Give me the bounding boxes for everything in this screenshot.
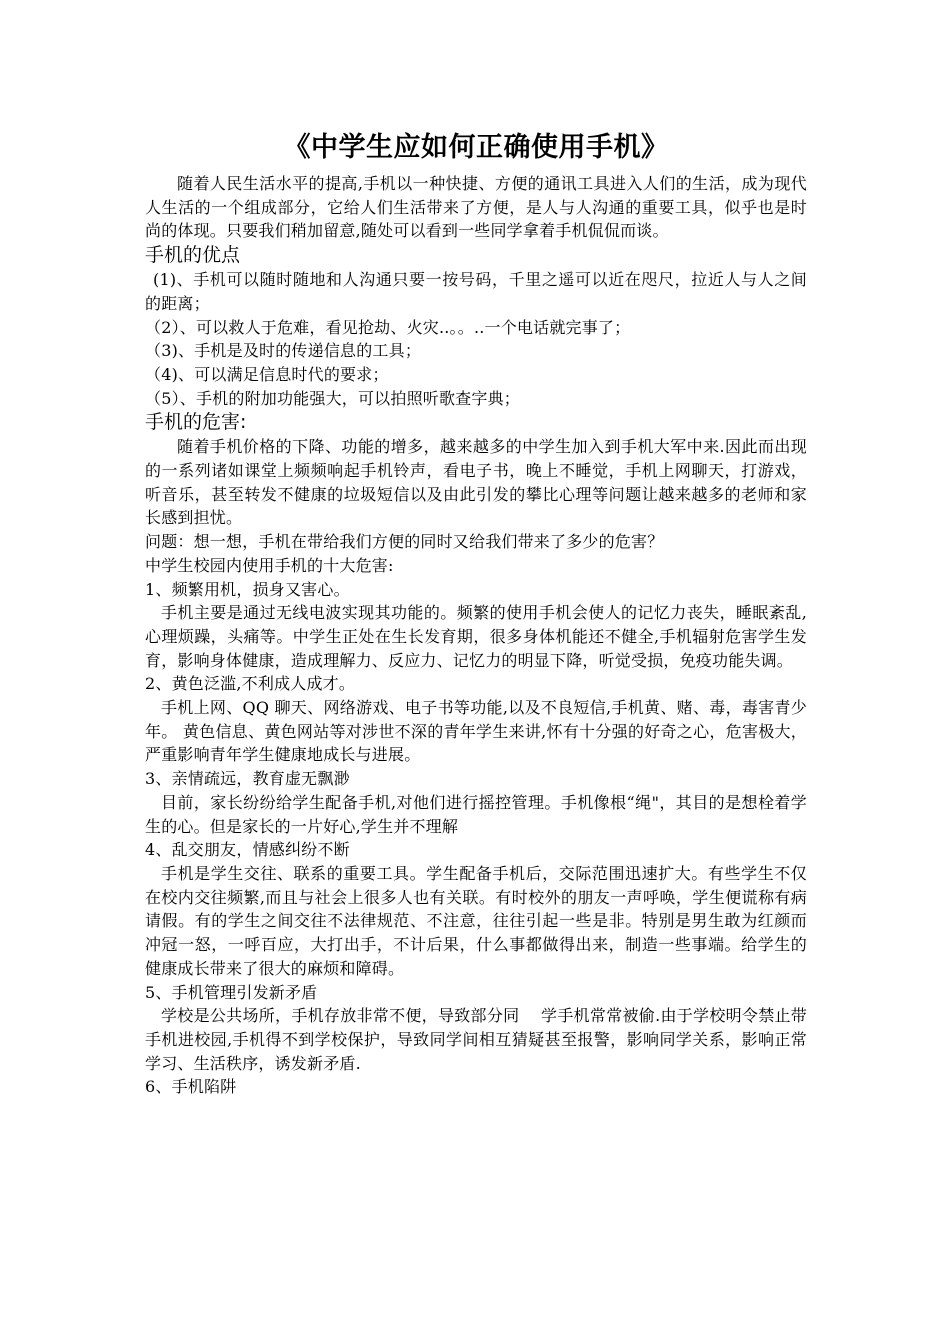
item-body-4: 手机是学生交往、联系的重要工具。学生配备手机后，交际范围迅速扩大。有些学生不仅在校内交往频繁,而且与社会上很多人也有关联。有时校外的朋友一声呼唤，学生便谎称有病请假。有的学生之间交往不法律规范、不注意，往往引起一些是非。特别是男生敢为红颜而冲冠一怒，一呼百应，大打出手，不计后果，什么事都做得出来，制造一些事端。给学生的健康成长带来了很大的麻烦和障碍。 xyxy=(145,863,807,978)
question-paragraph: 问题：想一想，手机在带给我们方便的同时又给我们带来了多少的危害？ xyxy=(145,532,664,552)
advantage-item-2: （2）、可以救人于危难，看见抢劫、火灾..。。..一个电话就完事了； xyxy=(145,317,631,337)
intro-paragraph: 随着人民生活水平的提高,手机以一种快捷、方便的通讯工具进入人们的生活，成为现代人生活的一个组成部分，它给人们生活带来了方便，是人与人沟通的重要工具，似乎也是时尚的体现。只要我们稍加留意,随处可以看到一些同学拿着手机侃侃而谈。 xyxy=(145,174,807,241)
item-heading-4: 4、乱交朋友，情感纠纷不断 xyxy=(145,840,350,860)
harms-heading: 手机的危害: xyxy=(145,411,247,434)
advantage-item-4: （4)、可以满足信息时代的要求； xyxy=(145,364,389,384)
item-body-3: 目前，家长纷纷给学生配备手机,对他们进行摇控管理。手机像根“绳"，其目的是想栓着学生的心。但是家长的一片好心,学生并不理解 xyxy=(145,792,807,836)
document-title: 《中学生应如何正确使用手机》 xyxy=(283,132,669,163)
document-page xyxy=(145,128,807,1099)
item-body-2: 手机上网、QQ 聊天、网络游戏、电子书等功能,以及不良短信,手机黄、赌、毒，毒害青少年。 黄色信息、黄色网站等对涉世不深的青年学生来讲,怀有十分强的好奇之心，危害极大，严重影响青年学生健康地成长与进展。 xyxy=(145,698,807,765)
item-body-5: 学校是公共场所，手机存放非常不便，导致部分同 学手机常常被偷.由于学校明令禁止带手机进校园,手机得不到学校保护，导致同学间相互猜疑甚至报警，影响同学关系，影响正常学习、生活秩序，诱发新矛盾. xyxy=(145,1006,807,1073)
item-heading-1: 1、频繁用机，损身又害心。 xyxy=(145,579,350,599)
advantage-item-5: （5）、手机的附加功能强大，可以拍照听歌查字典； xyxy=(145,388,520,408)
item-heading-2: 2、黄色泛滥,不利成人成才。 xyxy=(145,674,356,694)
ten-harms-heading: 中学生校园内使用手机的十大危害: xyxy=(145,555,394,575)
item-heading-3: 3、亲情疏远，教育虚无飘渺 xyxy=(145,769,350,789)
item-body-1: 手机主要是通过无线电波实现其功能的。频繁的使用手机会使人的记忆力丧失，睡眠紊乱,心理烦躁，头痛等。中学生正处在生长发育期，很多身体机能还不健全,手机辐射危害学生发育，影响身体健康，造成理解力、反应力、记忆力的明显下降，听觉受损，免疫功能失调。 xyxy=(145,603,807,670)
advantage-item-3: （3)、手机是及时的传递信息的工具； xyxy=(145,341,422,361)
advantages-heading: 手机的优点 xyxy=(145,244,241,267)
harms-intro-paragraph: 随着手机价格的下降、功能的增多，越来越多的中学生加入到手机大军中来.因此而出现的一系列诸如课堂上频频响起手机铃声，看电子书，晚上不睡觉，手机上网聊天，打游戏，听音乐，甚至转发不健康的垃圾短信以及由此引发的攀比心理等问题让越来越多的老师和家长感到担忧。 xyxy=(145,437,807,528)
item-heading-6: 6、手机陷阱 xyxy=(145,1077,237,1097)
advantage-item-1: (1)、手机可以随时随地和人沟通只要一按号码，千里之遥可以近在咫尺，拉近人与人之间的距离； xyxy=(145,270,807,313)
item-heading-5: 5、手机管理引发新矛盾 xyxy=(145,982,318,1002)
